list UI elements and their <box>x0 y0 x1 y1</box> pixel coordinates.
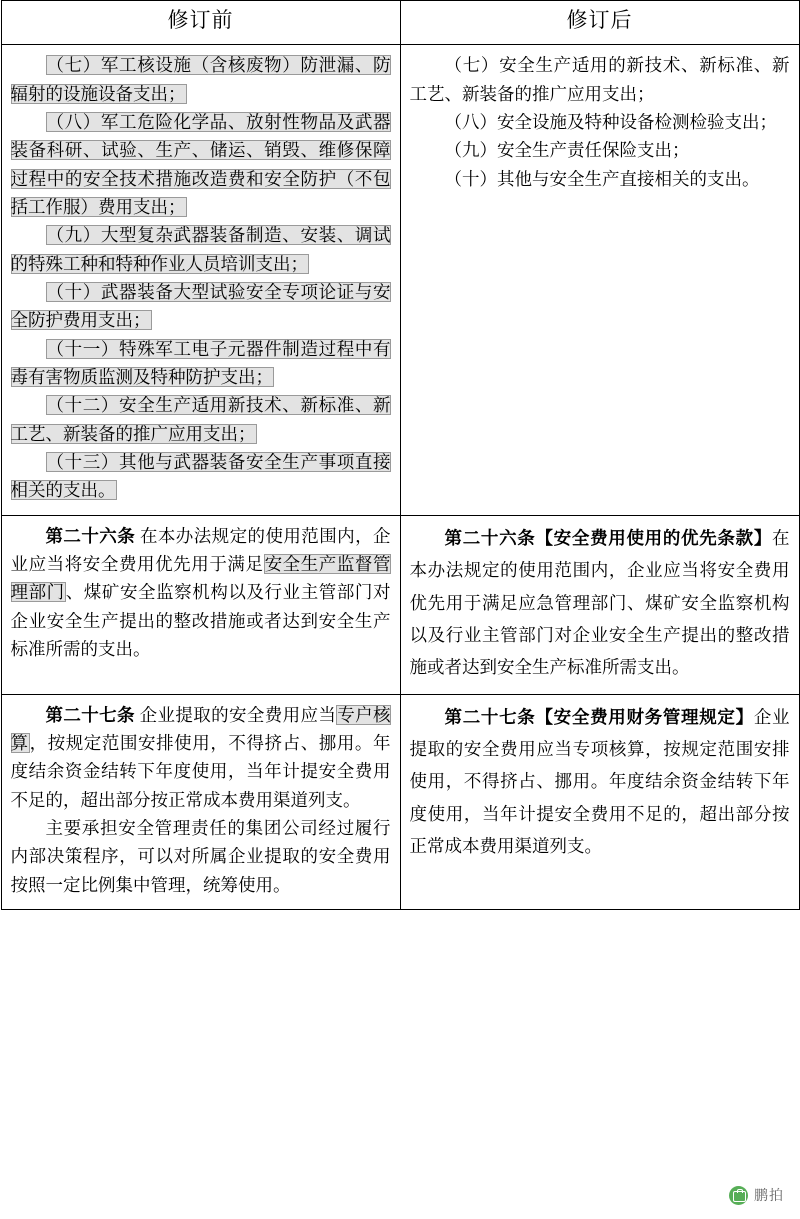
before-article-27-paragraph-2: 主要承担安全管理责任的集团公司经过履行内部决策程序，可以对所属企业提取的安全费用按照一定比例集中管理，统筹使用。 <box>10 818 391 895</box>
before-item-10 <box>11 278 391 335</box>
after-article-27-paragraph <box>410 701 790 863</box>
article-label: 第二十七条 <box>444 706 536 727</box>
article-text-part2: ，按规定范围安排使用，不得挤占、挪用。年度结余资金结转下年度使用，当年计提安全费用不足的，超出部分按正常成本费用渠道列支。 <box>10 733 391 810</box>
highlight-run: 安全生产监督管理部门 <box>10 554 391 603</box>
article-text-part2: 、煤矿安全监察机构以及行业主管部门对企业安全生产提出的整改措施或者达到安全生产标准所需的支出。 <box>10 582 391 660</box>
article-label: 第二十六条 <box>45 525 136 546</box>
watermark <box>729 1185 784 1205</box>
after-item-10: （十）其他与安全生产直接相关的支出。 <box>444 168 760 189</box>
after-item-9: （九）安全生产责任保险支出； <box>444 140 690 161</box>
article-text: 企业提取的安全费用应当专项核算，按规定范围安排使用，不得挤占、挪用。年度结余资金结转下年度使用，当年计提安全费用不足的，超出部分按正常成本费用渠道列支。 <box>409 706 790 857</box>
highlight-run: （十一）特殊军工电子元器件制造过程中有毒有害物质监测及特种防护支出； <box>10 338 391 388</box>
article-text-part1: 企业提取的安全费用应当 <box>139 704 337 725</box>
table-row <box>1 45 799 516</box>
highlight-run: （八）军工危险化学品、放射性物品及武器装备科研、试验、生产、储运、销毁、维修保障过程中的安全技术措施改造费和安全防护（不包括工作服）费用支出； <box>10 111 391 218</box>
before-item-9 <box>11 221 391 278</box>
table-header-row <box>1 1 799 45</box>
article-label: 第二十六条 <box>444 527 536 548</box>
after-item-7: （七）安全生产适用的新技术、新标准、新工艺、新装备的推广应用支出； <box>409 55 790 104</box>
cell-before-article-26 <box>1 515 400 694</box>
article-text-part1: 在本办法规定的使用范围内，企业应当将安全费用优先用于满足 <box>10 525 391 575</box>
cell-after-items <box>400 45 799 516</box>
before-item-8 <box>11 108 391 221</box>
highlight-run: （七）军工核设施（含核废物）防泄漏、防辐射的设施设备支出； <box>10 55 391 104</box>
article-text: 在本办法规定的使用范围内，企业应当将安全费用优先用于满足应急管理部门、煤矿安全监察机构以及行业主管部门对企业安全生产提出的整改措施或者达到安全生产标准所需支出。 <box>409 527 790 678</box>
after-item-8: （八）安全设施及特种设备检测检验支出； <box>444 111 777 132</box>
wechat-account-icon <box>729 1186 748 1205</box>
highlight-run: （十）武器装备大型试验安全专项论证与安全防护费用支出； <box>10 282 391 331</box>
article-label: 第二十七条 <box>45 704 135 725</box>
comparison-table <box>1 0 800 910</box>
before-item-7 <box>11 51 391 108</box>
before-item-13 <box>11 448 391 505</box>
highlight-run: （十三）其他与武器装备安全生产事项直接相关的支出。 <box>10 452 391 501</box>
highlight-run: （十二）安全生产适用新技术、新标准、新工艺、新装备的推广应用支出； <box>10 395 391 444</box>
table-row <box>1 515 799 694</box>
before-item-11 <box>11 335 391 392</box>
table-row <box>1 694 799 909</box>
before-item-12 <box>11 391 391 448</box>
cell-before-article-27 <box>1 694 400 909</box>
watermark-label: 鹏拍 <box>754 1187 784 1203</box>
cell-before-items <box>1 45 400 516</box>
highlight-run: （九）大型复杂武器装备制造、安装、调试的特殊工种和特种作业人员培训支出； <box>10 225 391 274</box>
highlight-run: 专户核算 <box>10 704 391 754</box>
column-header-after: 修订后 <box>400 1 799 45</box>
before-article-26-paragraph <box>11 522 391 664</box>
cell-after-article-27 <box>400 694 799 909</box>
cell-after-article-26 <box>400 515 799 694</box>
column-header-before: 修订前 <box>1 1 400 45</box>
before-article-27-paragraph-1 <box>11 701 391 814</box>
article-bracket-title: 【安全费用财务管理规定】 <box>535 706 754 727</box>
after-article-26-paragraph <box>410 522 790 684</box>
article-bracket-title: 【安全费用使用的优先条款】 <box>535 527 773 548</box>
